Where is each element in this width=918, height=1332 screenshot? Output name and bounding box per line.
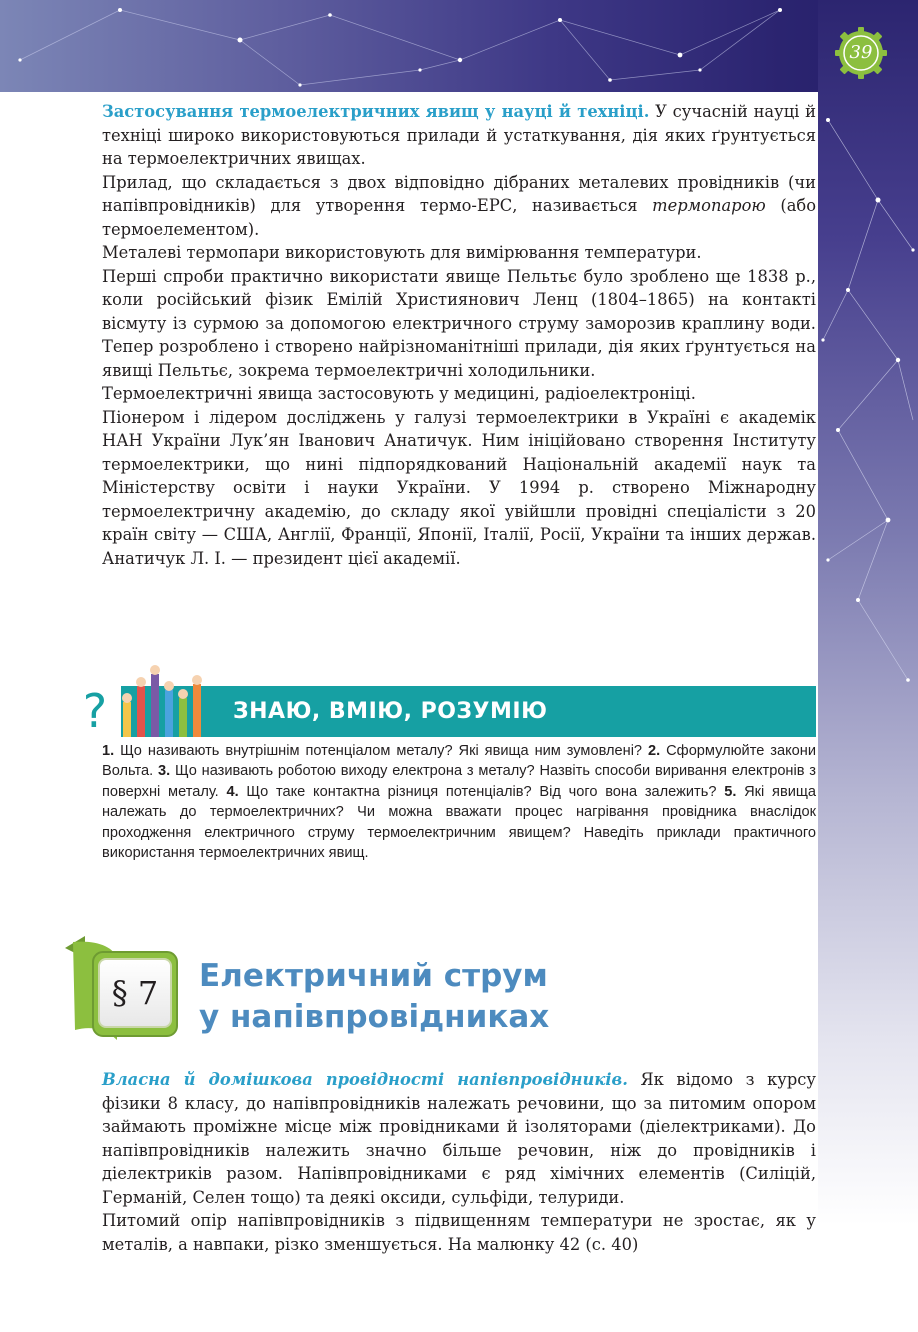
paragraph-lead: Застосування термоелектричних явищ у науці й техніці. [102, 102, 650, 121]
page-number: 39 [849, 42, 873, 63]
question-number: 3. [158, 763, 171, 780]
question-number: 4. [226, 783, 239, 800]
constellation-decoration [0, 0, 918, 92]
right-side-decoration [818, 0, 918, 1332]
question-text: Сформулюйте закони Вольта. [102, 743, 816, 780]
section-title [199, 956, 759, 1038]
questions-list [102, 741, 816, 863]
questions-header [73, 686, 816, 737]
section-title-line-1: Електричний струм [199, 958, 548, 994]
paragraph-4: Перші спроби практично використати явище Пельтьє було зроблено ще 1838 р., коли російський фізик Емілій Християнович Ленц (1804–1865) на контакті вісмуту із сурмою за допомогою електричного струму заморозив краплину води. Тепер розроблено і створено найрізноманітніші прилади, дія яких ґрунтується на явищі Пельтьє, зокрема термоелектричні холодильники. [102, 266, 816, 380]
question-number: 2. [648, 743, 661, 759]
paragraph-text: Як відомо з курсу фізики 8 класу, до напівпровідників належать речовини, що за питомим опором займають проміжне місце між провідниками й ізоляторами (діелектриками). До напівпровідників належить значно більше речовин, ніж до провідників і діелектриків разом. Напівпровідниками є ряд хімічних елементів (Силіцій, Германій, Селен тощо) та деякі оксиди, сульфіди, телуриди. [102, 1070, 817, 1207]
question-text: Які явища належать до термоелектричних? Чи можна вважати процес нагрівання провідника внаслідок проходження електричного струму термоелектричним явищем? Наведіть приклади практичного використання термоелектричних явищ. [102, 783, 816, 862]
paragraph-text: У сучасній науці й техніці широко використовуються прилади й устаткування, дія яких ґрунтується на термоелектричних явищах. [102, 102, 816, 168]
question-number: 1. [102, 743, 115, 759]
paragraph-3: Металеві термопари використовують для вимірювання температури. [102, 243, 702, 262]
questions-title: ЗНАЮ, ВМІЮ, РОЗУМІЮ [233, 699, 548, 724]
paragraph-5: Термоелектричні явища застосовують у медицині, радіоелектроніці. [102, 384, 696, 403]
section-thermoelectric-applications [102, 100, 816, 570]
question-text: Що таке контактна різниця потенціалів? Від чого вона залежить? [238, 783, 725, 800]
right-constellation-decoration [818, 0, 918, 1332]
section-semiconductors [102, 1068, 816, 1256]
paragraph-1 [102, 100, 816, 171]
paragraph-text: Прилад, що складається з двох відповідно дібраних металевих провідників (чи напівпровідників) для утворення термо-ЕРС, називається [102, 172, 816, 215]
paragraph-6: Піонером і лідером досліджень у галузі термоелектрики в Україні є академік НАН України Лук’ян Іванович Анатичук. Ним ініційовано створення Інституту термоелектрики, що нині підпорядкований Національній академії наук та Міністерству освіти і науки України. У 1994 р. створено Міжнародну термоелектричну академію, до складу якої увійшли провідні спеціалісти з 20 країн світу — США, Англії, Франції, Японії, Італії, Росії, України та інших держав. Анатичук Л. І. — президент цієї академії. [102, 407, 816, 568]
section-title-line-2: у напівпровідниках [199, 999, 550, 1035]
raised-hands-icon [117, 664, 223, 737]
question-text: Що називають внутрішнім потенціалом металу? Які явища ним зумовлені? [114, 743, 649, 759]
paragraph-2 [102, 171, 816, 242]
question-text: Що називають роботою виходу електрона з металу? Назвіть способи виривання електронів з поверхні металу. [102, 763, 816, 800]
paragraph-8: Питомий опір напівпровідників з підвищенням температури не зростає, як у металів, а навпаки, різко зменшується. На малюнку 42 (с. 40) [102, 1211, 816, 1254]
paragraph-text: (або термоелементом). [102, 196, 817, 239]
section-number-box: § 7 [98, 958, 172, 1028]
paragraph-lead: Власна й домішкова провідності напівпровідників. [102, 1070, 628, 1089]
term-thermocouple: термопарою [652, 196, 766, 215]
question-number: 5. [724, 783, 737, 800]
top-banner [0, 0, 918, 92]
paragraph-7 [102, 1068, 816, 1209]
question-mark-icon: ? [82, 684, 108, 738]
